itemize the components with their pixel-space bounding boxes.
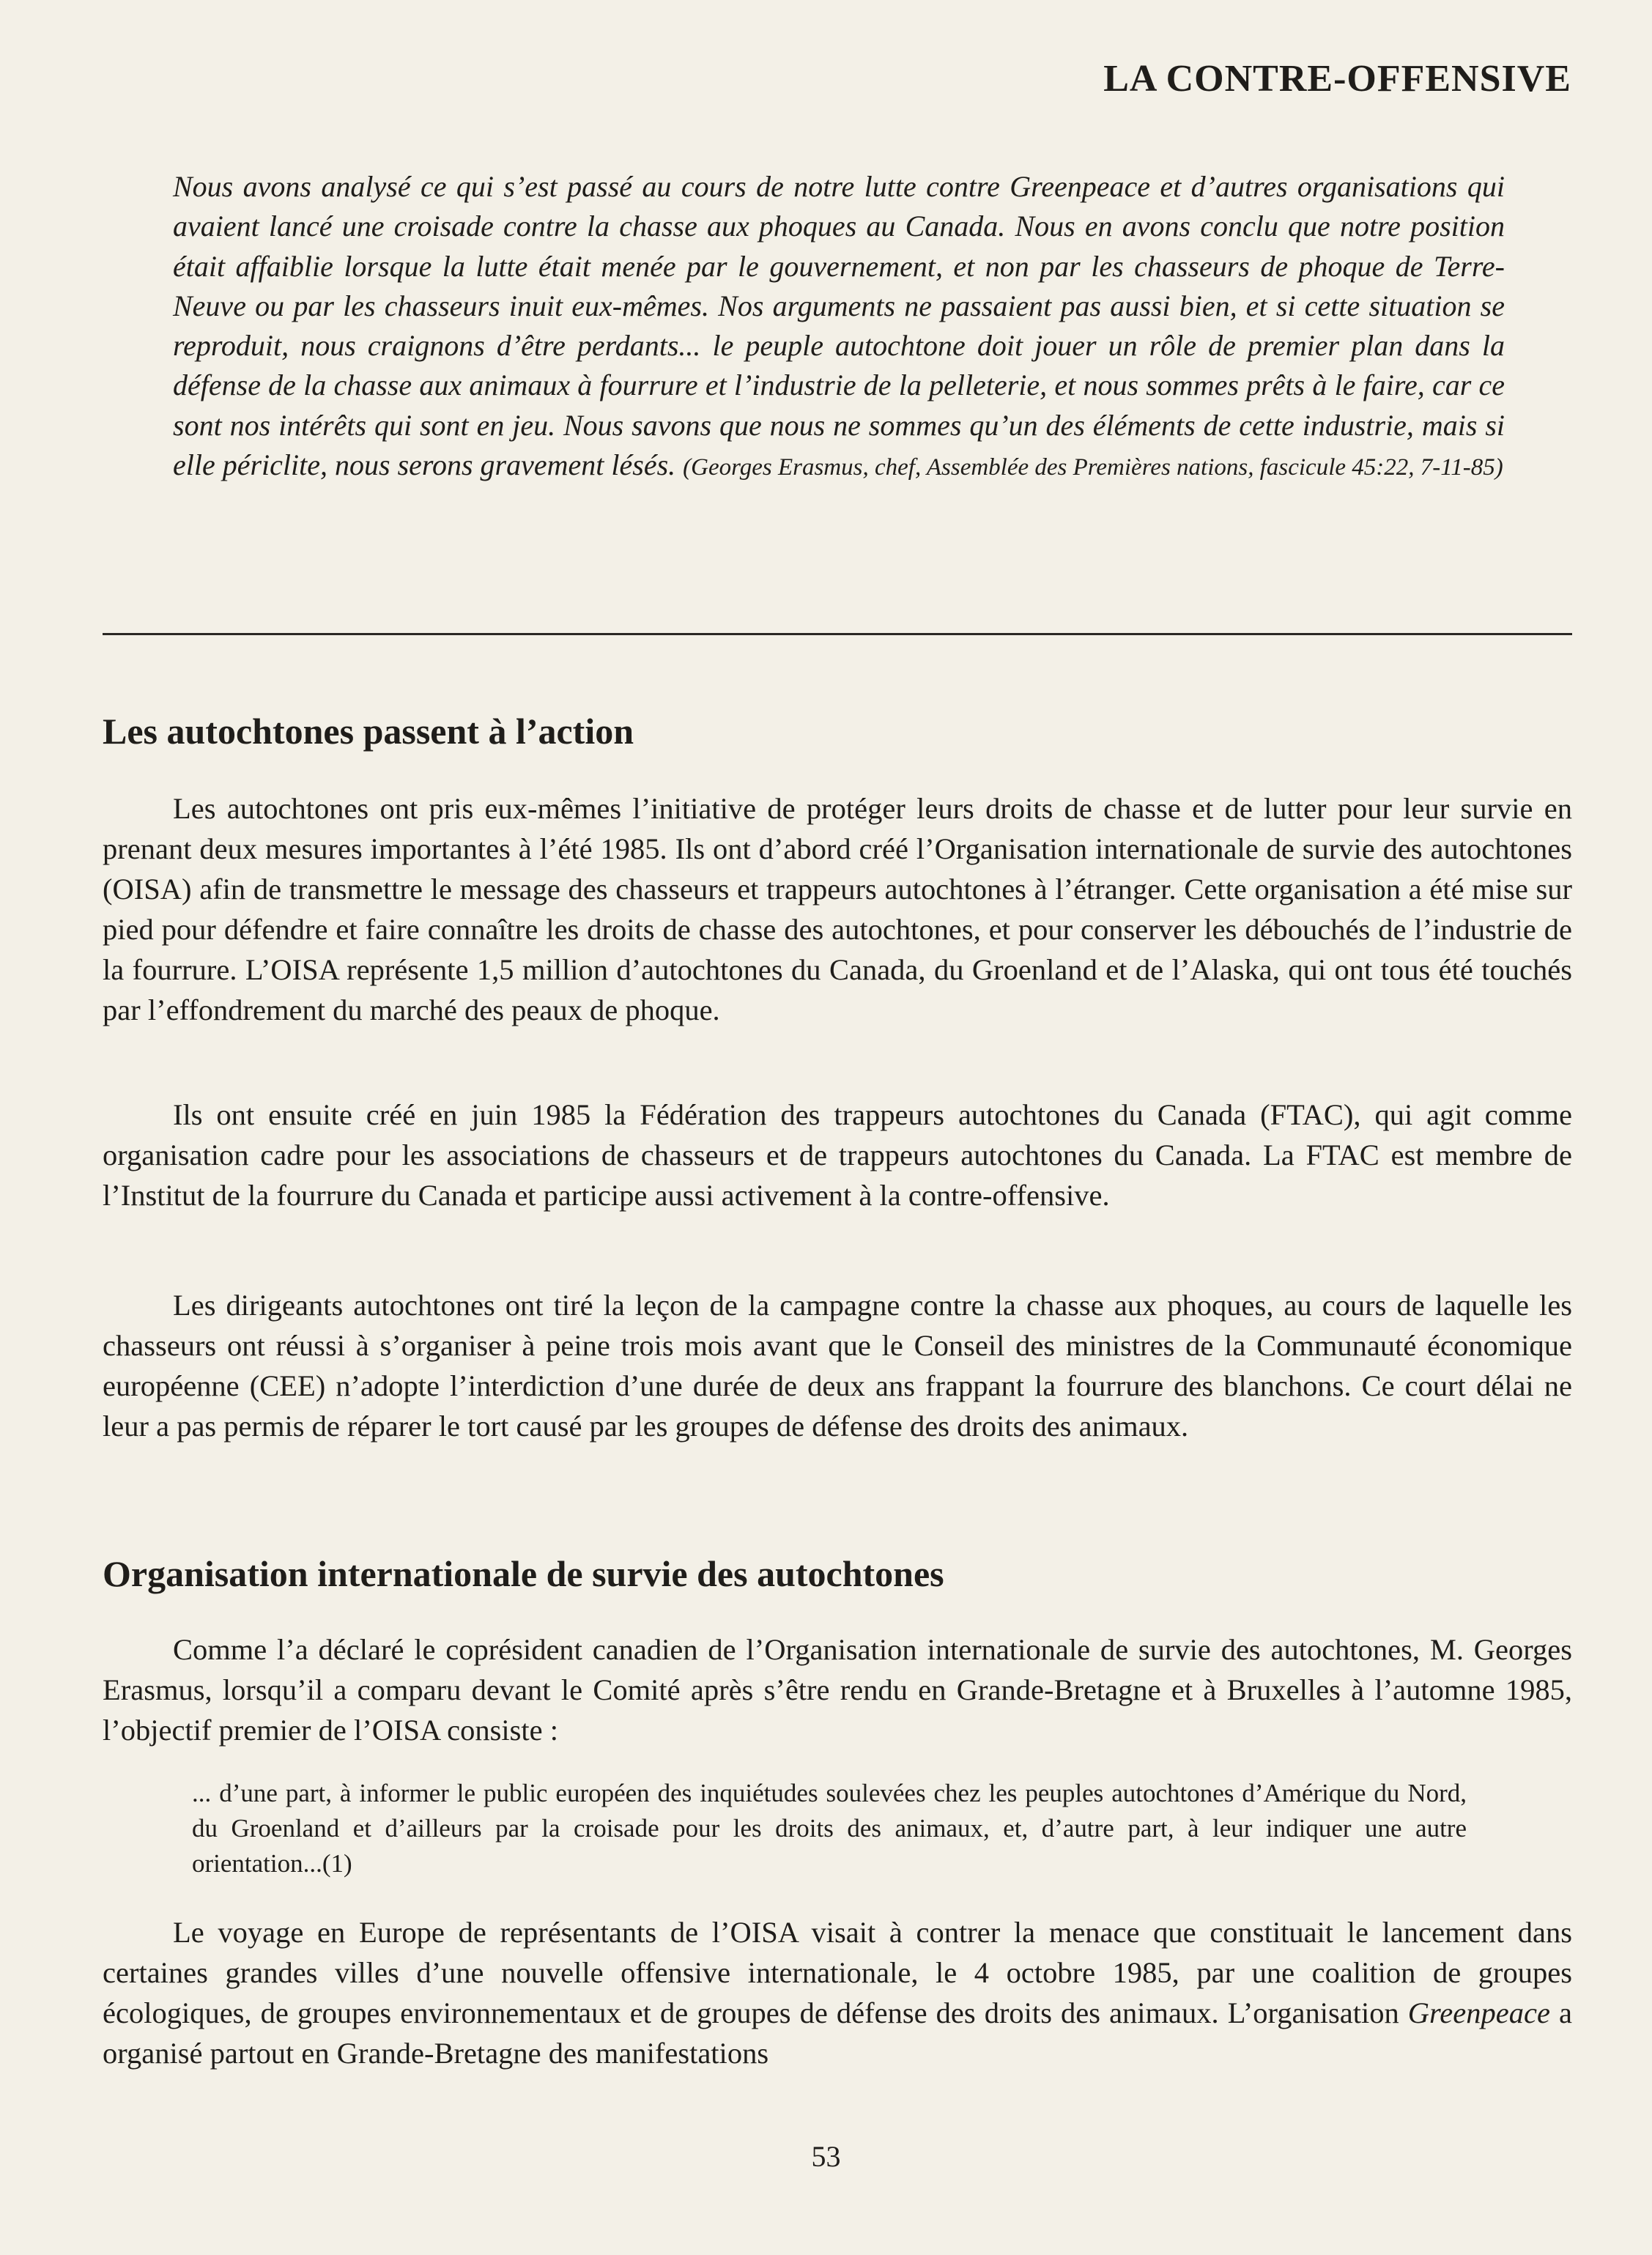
paragraph-europe-trip-start: Le voyage en Europe de représentants de l’OISA visait à contrer la menace que constituait le lancement dans certaines grandes villes d’une nouvelle offensive internationale, le 4 octobre 1985, par une coalition de groupes écologiques, de groupes environnementaux et de groupes de défense des droits des animaux. L’organisation xyxy=(103,1916,1572,2029)
paragraph-europe-trip xyxy=(103,1912,1572,2073)
paragraph-erasmus: Comme l’a déclaré le coprésident canadien de l’Organisation internationale de survie des autochtones, M. Georges Erasmus, lorsqu’il a comparu devant le Comité après s’être rendu en Grande-Bretagne et à Bruxelles à l’automne 1985, l’objectif premier de l’OISA consiste : xyxy=(103,1633,1572,1747)
page-number: 53 xyxy=(811,2140,841,2173)
paragraph-europe-trip-end: a organisé partout en Grande-Bretagne des manifestations xyxy=(103,1996,1572,2070)
running-header: LA CONTRE-OFFENSIVE xyxy=(1103,58,1571,100)
greenpeace-name: Greenpeace xyxy=(1407,1996,1550,2029)
paragraph-ftac: Ils ont ensuite créé en juin 1985 la Fédération des trappeurs autochtones du Canada (FTAC), qui agit comme organisation cadre pour les associations de chasseurs et de trappeurs autochtones du Canada. La FTAC est membre de l’Institut de la fourrure du Canada et participe aussi activement à la contre-offensive. xyxy=(103,1098,1572,1212)
horizontal-rule xyxy=(103,633,1572,635)
quote-text: Nous avons analysé ce qui s’est passé au cours de notre lutte contre Greenpeace et d’autres organisations qui avaient lancé une croisade contre la chasse aux phoques au Canada. Nous en avons conclu que notre position était affaiblie lorsque la lutte était menée par le gouvernement, et non par les chasseurs de phoque de Terre-Neuve ou par les chasseurs inuit eux-mêmes. Nos arguments ne passaient pas aussi bien, et si cette situation se reproduit, nous craignons d’être perdants... le peuple autochtone doit jouer un rôle de premier plan dans la défense de la chasse aux animaux à fourrure et l’industrie de la pelleterie, et nous sommes prêts à le faire, car ce sont nos intérêts qui sont en jeu. Nous savons que nous ne sommes qu’un des éléments de cette industrie, mais si elle périclite, nous serons gravement lésés. xyxy=(173,170,1505,482)
section-heading-oisa: Organisation internationale de survie des autochtones xyxy=(103,1553,944,1594)
block-quotation: ... d’une part, à informer le public européen des inquiétudes soulevées chez les peuples autochtones d’Amérique du Nord, du Groenland et d’ailleurs par la croisade pour les droits des animaux, et, d’autre part, à leur indiquer une autre orientation...(1) xyxy=(192,1779,1467,1878)
quote-citation: (Georges Erasmus, chef, Assemblée des Premières nations, fascicule 45:22, 7-11-85) xyxy=(683,454,1503,481)
paragraph-lesson: Les dirigeants autochtones ont tiré la leçon de la campagne contre la chasse aux phoques, au cours de laquelle les chasseurs ont réussi à s’organiser à peine trois mois avant que le Conseil des ministres de la Communauté économique européenne (CEE) n’adopte l’interdiction d’une durée de deux ans frappant la fourrure des blanchons. Ce court délai ne leur a pas permis de réparer le tort causé par les groupes de défense des droits des animaux. xyxy=(103,1289,1572,1443)
paragraph-oisa-creation: Les autochtones ont pris eux-mêmes l’initiative de protéger leurs droits de chasse et de lutter pour leur survie en prenant deux mesures importantes à l’été 1985. Ils ont d’abord créé l’Organisation internationale de survie des autochtones (OISA) afin de transmettre le message des chasseurs et trappeurs autochtones à l’étranger. Cette organisation a été mise sur pied pour défendre et faire connaître les droits de chasse des autochtones, et pour conserver les débouchés de l’industrie de la fourrure. L’OISA représente 1,5 million d’autochtones du Canada, du Groenland et de l’Alaska, qui ont tous été touchés par l’effondrement du marché des peaux de phoque. xyxy=(103,792,1572,1026)
epigraph-quote xyxy=(173,167,1505,487)
section-heading-action: Les autochtones passent à l’action xyxy=(103,711,634,752)
